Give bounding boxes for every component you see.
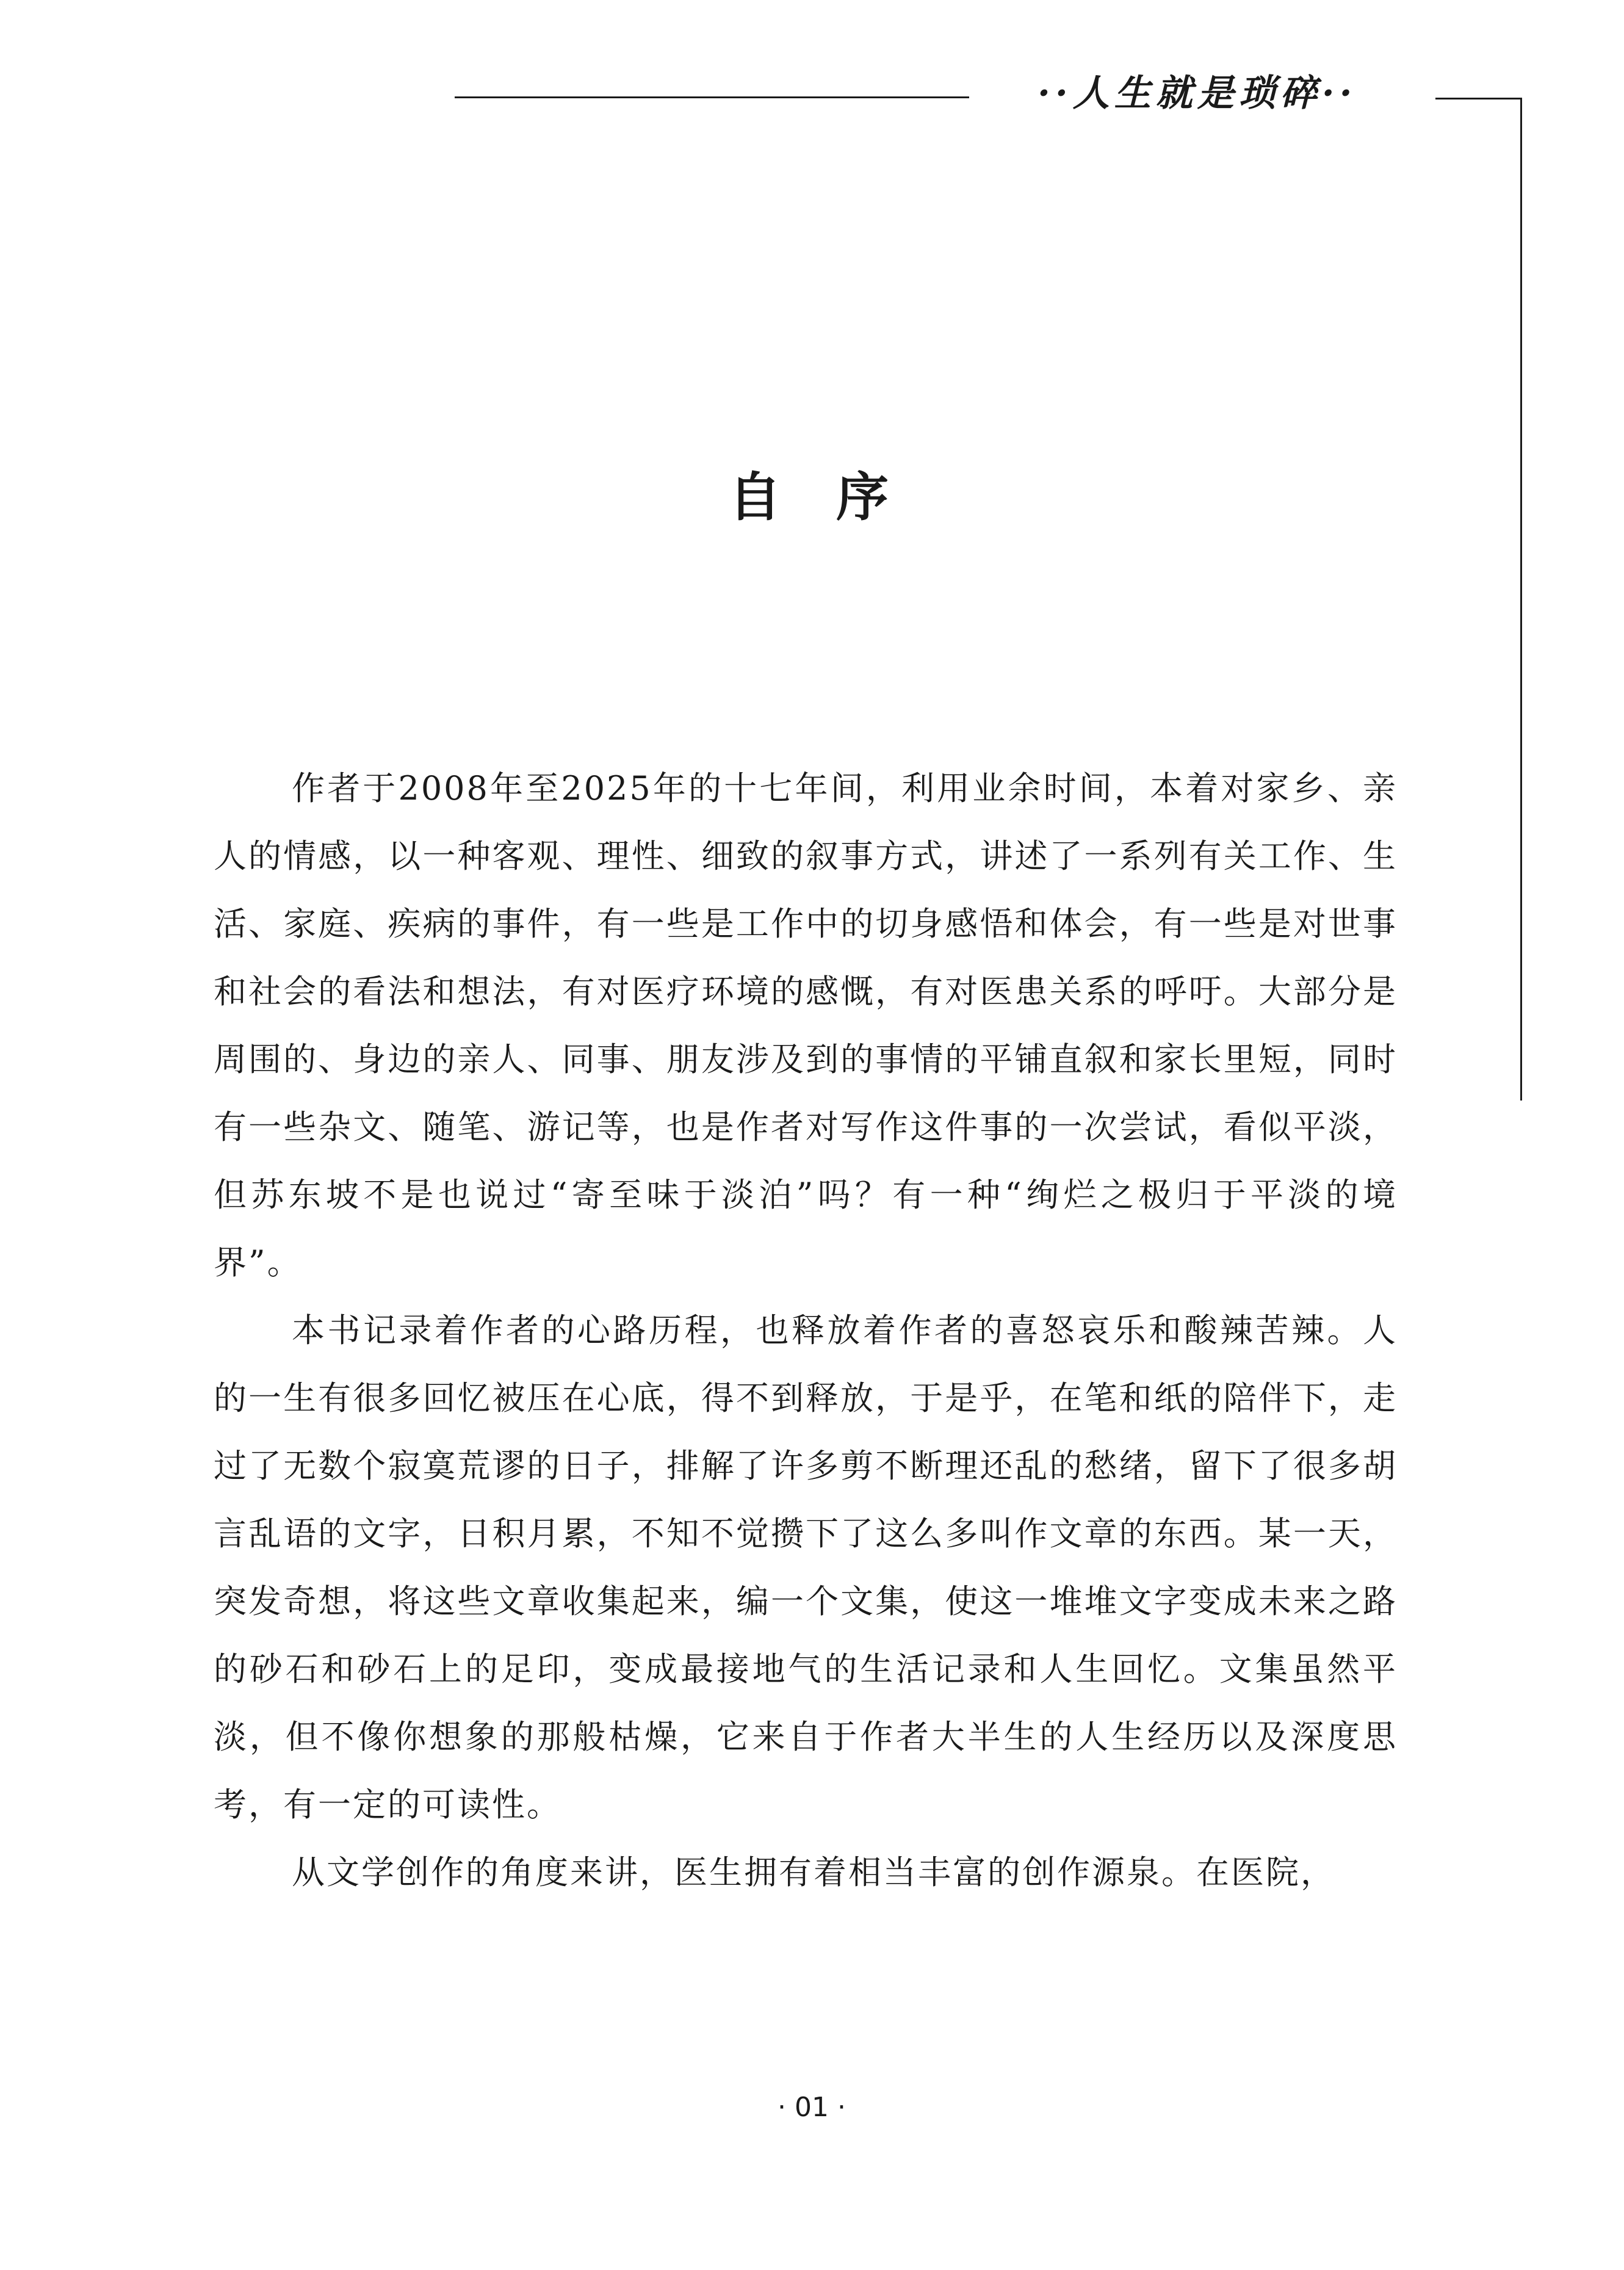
paragraph-1: 作者于2008年至2025年的十七年间，利用业余时间，本着对家乡、亲人的情感，以一种客观、理性、细致的叙事方式，讲述了一系列有关工作、生活、家庭、疾病的事件，有一些是工作中的切身感悟和体会，有一些是对世事和社会的看法和想法，有对医疗环境的感慨，有对医患关系的呼吁。大部分是周围的、身边的亲人、同事、朋友涉及到的事情的平铺直叙和家长里短，同时有一些杂文、随笔、游记等，也是作者对写作这件事的一次尝试，看似平淡，但苏东坡不是也说过“寄至味于淡泊”吗？有一种“绚烂之极归于平淡的境界”。 <box>214 769 1398 1282</box>
header-rule-right <box>1435 98 1521 99</box>
paragraph-2: 本书记录着作者的心路历程，也释放着作者的喜怒哀乐和酸辣苦辣。人的一生有很多回忆被压在心底，得不到释放，于是乎，在笔和纸的陪伴下，走过了无数个寂寞荒谬的日子，排解了许多剪不断理还乱的愁绪，留下了很多胡言乱语的文字，日积月累，不知不觉攒下了这么多叫作文章的东西。某一天，突发奇想，将这些文章收集起来，编一个文集，使这一堆堆文字变成未来之路的砂石和砂石上的足印，变成最接地气的生活记录和人生回忆。文集虽然平淡，但不像你想象的那般枯燥，它来自于作者大半生的人生经历以及深度思考，有一定的可读性。 <box>214 1311 1398 1824</box>
header-rule-left <box>455 96 969 98</box>
margin-rule-vertical <box>1520 98 1522 1101</box>
running-head: ··人生就是琐碎·· <box>1038 72 1357 115</box>
paragraph-3: 从文学创作的角度来讲，医生拥有着相当丰富的创作源泉。在医院， <box>292 1853 1335 1892</box>
page-number: · 01 · <box>778 2092 846 2123</box>
page-title: 自序 <box>729 466 944 528</box>
body-text <box>214 754 1398 1906</box>
